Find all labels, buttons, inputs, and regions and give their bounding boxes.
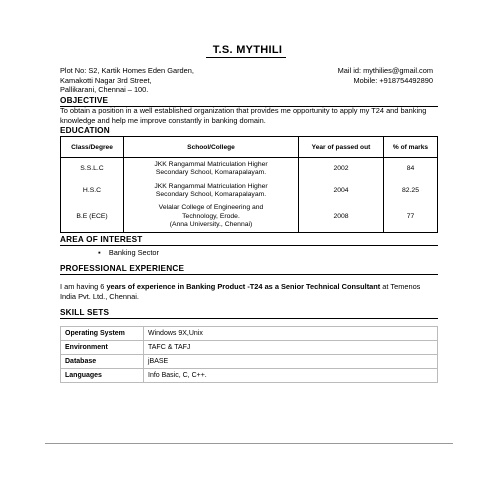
- experience-heading: PROFESSIONAL EXPERIENCE: [60, 264, 185, 273]
- marks-cell: 77: [384, 202, 438, 233]
- marks-cell: 84: [384, 158, 438, 181]
- degree-cell: S.S.L.C: [61, 158, 124, 181]
- skill-value: Windows 9X,Unix: [144, 327, 438, 341]
- address-line: Kamakotti Nagar 3rd Street,: [60, 75, 152, 85]
- interest-rule: [60, 245, 438, 246]
- skill-value: Info Basic, C, C++.: [144, 369, 438, 383]
- footer-rule: [45, 443, 453, 444]
- table-header-row: [61, 137, 438, 158]
- column-header: Class/Degree: [61, 137, 124, 158]
- name-underline: [206, 57, 286, 58]
- experience-text: I am having 6 years of experience in Banking Product -T24 as a Senior Technical Consultant at Temenos India Pvt. Ltd., Chennai.: [60, 282, 421, 301]
- column-header: Year of passed out: [299, 137, 384, 158]
- experience-rule: [60, 274, 438, 275]
- school-cell: Velalar College of Engineering and Technology, Erode. (Anna University., Chennai): [124, 202, 299, 233]
- interest-item: ▪ Banking Sector: [98, 248, 159, 257]
- skill-key: Database: [61, 355, 144, 369]
- address-line: Pallikarani, Chennai – 100.: [60, 85, 149, 95]
- interest-heading: AREA OF INTEREST: [60, 235, 143, 244]
- email-text: Mail id: mythilies@gmail.com: [337, 66, 433, 75]
- table-row: [61, 180, 438, 202]
- mobile-text: Mobile: +918754492890: [353, 75, 433, 85]
- table-row: [61, 341, 438, 355]
- table-row: [61, 158, 438, 181]
- column-header: % of marks: [384, 137, 438, 158]
- skills-table: [60, 326, 438, 383]
- skill-value: TAFC & TAFJ: [144, 341, 438, 355]
- skill-key: Operating System: [61, 327, 144, 341]
- objective-heading: OBJECTIVE: [60, 96, 109, 105]
- table-row: [61, 355, 438, 369]
- resume-name: T.S. MYTHILI: [212, 44, 283, 56]
- table-row: [61, 369, 438, 383]
- marks-cell: 82.25: [384, 180, 438, 202]
- table-row: [61, 202, 438, 233]
- skill-key: Languages: [61, 369, 144, 383]
- degree-cell: B.E (ECE): [61, 202, 124, 233]
- contact-info: [338, 66, 433, 85]
- table-row: [61, 327, 438, 341]
- year-cell: 2004: [299, 180, 384, 202]
- degree-cell: H.S.C: [61, 180, 124, 202]
- school-cell: JKK Rangammal Matriculation Higher Secondary School, Komarapalayam.: [124, 158, 299, 181]
- school-cell: JKK Rangammal Matriculation Higher Secondary School, Komarapalayam.: [124, 180, 299, 202]
- address-line: Plot No: S2, Kartik Homes Eden Garden,: [60, 66, 194, 75]
- year-cell: 2002: [299, 158, 384, 181]
- education-heading: EDUCATION: [60, 126, 110, 135]
- postal-address: [60, 66, 194, 95]
- skills-rule: [60, 318, 438, 319]
- column-header: School/College: [124, 137, 299, 158]
- bullet-icon: ▪: [98, 248, 101, 257]
- skill-value: jBASE: [144, 355, 438, 369]
- year-cell: 2008: [299, 202, 384, 233]
- skill-key: Environment: [61, 341, 144, 355]
- objective-text: To obtain a position in a well established organization that provides me opportunity to apply my T24 and banking knowledge and help me improve constantly in banking domain.: [60, 106, 427, 125]
- skills-heading: SKILL SETS: [60, 308, 110, 317]
- education-table: [60, 136, 438, 233]
